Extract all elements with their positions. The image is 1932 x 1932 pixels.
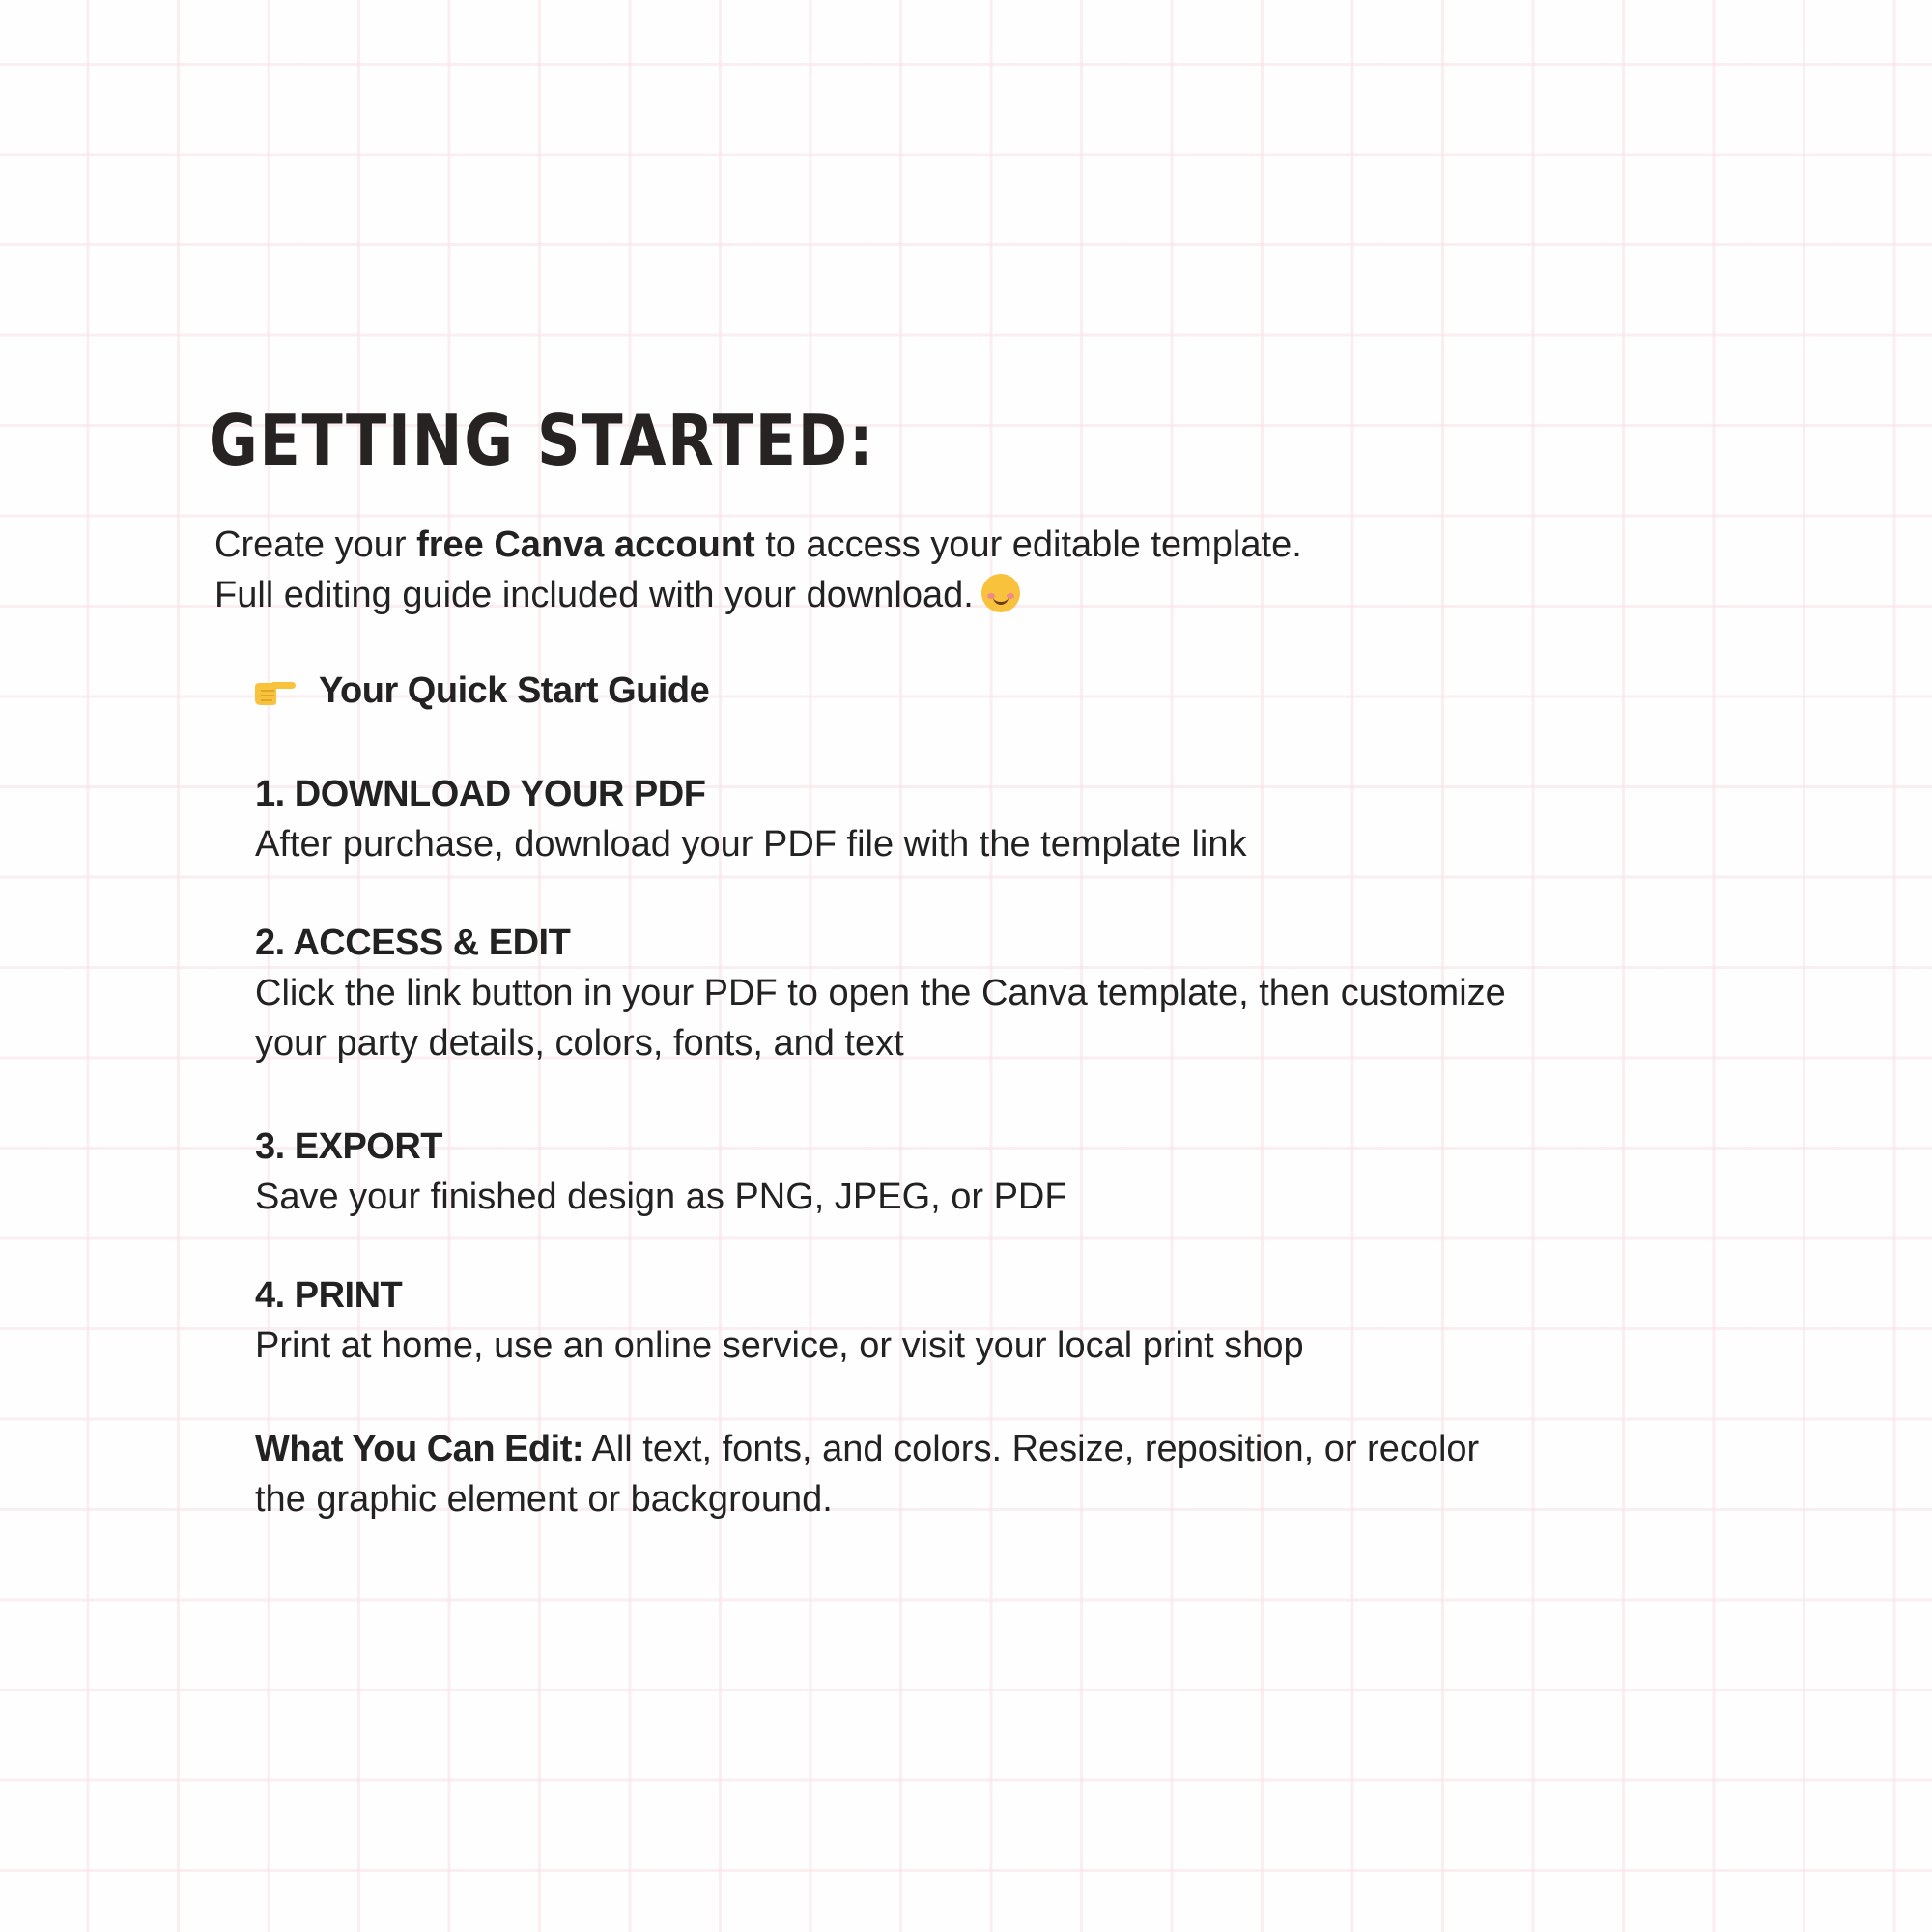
step-print (255, 1270, 1304, 1371)
pointing-hand-icon (253, 677, 296, 706)
step-title: 4. PRINT (255, 1275, 403, 1316)
step-description: After purchase, download your PDF file with the template link (255, 824, 1247, 865)
step-export (255, 1122, 1067, 1222)
page-title: GETTING STARTED: (209, 400, 875, 481)
step-title: 1. DOWNLOAD YOUR PDF (255, 774, 706, 814)
step-description: Print at home, use an online service, or visit your local print shop (255, 1325, 1304, 1366)
quick-start-heading (253, 670, 709, 712)
canva-account-highlight: free Canva account (416, 525, 755, 565)
intro-line-2-text: Full editing guide included with your download. (214, 575, 974, 615)
edit-note-label: What You Can Edit: (255, 1429, 584, 1469)
edit-note-line-1 (255, 1424, 1479, 1474)
what-you-can-edit-note (255, 1424, 1479, 1524)
step-description: your party details, colors, fonts, and text (255, 1023, 904, 1064)
intro-line-1-end: to access your editable template. (754, 525, 1302, 565)
intro-line-1 (214, 520, 1302, 570)
step-download (255, 769, 1247, 869)
step-title: 2. ACCESS & EDIT (255, 923, 571, 963)
edit-note-text: All text, fonts, and colors. Resize, reposition, or recolor (583, 1429, 1480, 1469)
intro-line-2 (214, 570, 1302, 620)
smiling-face-icon (981, 574, 1020, 612)
quick-start-heading-text: Your Quick Start Guide (319, 670, 710, 711)
intro-line-1-start: Create your (214, 525, 417, 565)
step-title: 3. EXPORT (255, 1126, 442, 1167)
step-description: Click the link button in your PDF to open the Canva template, then customize (255, 973, 1506, 1013)
intro-text (214, 520, 1302, 620)
edit-note-line-2: the graphic element or background. (255, 1479, 833, 1520)
step-access-edit (255, 918, 1506, 1068)
step-description: Save your finished design as PNG, JPEG, or PDF (255, 1177, 1067, 1217)
